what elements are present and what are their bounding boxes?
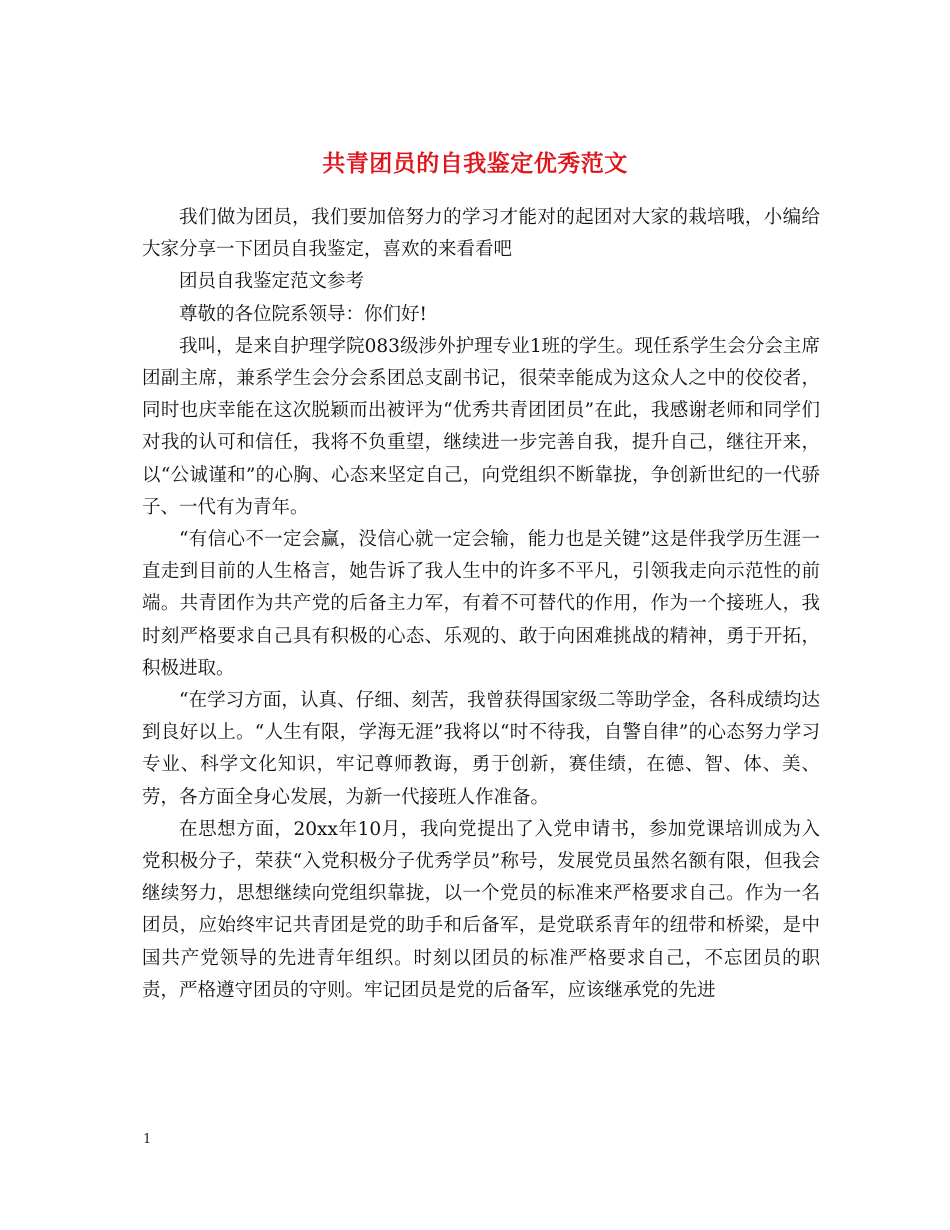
section-heading: 团员自我鉴定范文参考 [179,271,365,293]
body-paragraph-thought: 在思想方面，20xx年10月，我向党提出了入党申请书，参加党课培训成为入党积极分子，荣获“入党积极分子优秀学员”称号，发展党员虽然名额有限，但我会继续努力，思想继续向党组织靠拢，以一个党员的标准来严格要求自己。作为一名团员，应始终牢记共青团是党的助手和后备军，是党联系青年的纽带和桥梁，是中国共产党领导的先进青年组织。时刻以团员的标准严格要求自己，不忘团员的职责，严格遵守团员的守则。牢记团员是党的后备军，应该继承党的先进 [142,818,820,1001]
body-paragraph-introduction: 我叫，是来自护理学院083级涉外护理专业1班的学生。现任系学生会分会主席团副主席，兼系学生会分会系团总支副书记，很荣幸能成为这众人之中的佼佼者，同时也庆幸能在这次脱颖而出被评为“优秀共青团团员”在此，我感谢老师和同学们对我的认可和信任，我将不负重望，继续进一步完善自我，提升自己，继往开来，以“公诚谨和”的心胸、心态来坚定自己，向党组织不断靠拢，争创新世纪的一代骄子、一代有为青年。 [142,335,820,518]
document-title: 共青团员的自我鉴定优秀范文 [322,150,628,178]
intro-paragraph: 我们做为团员，我们要加倍努力的学习才能对的起团对大家的栽培哦，小编给大家分享一下团员自我鉴定，喜欢的来看看吧 [142,207,820,261]
page-number: 1 [143,1132,152,1147]
salutation: 尊敬的各位院系领导：你们好! [179,303,427,325]
body-paragraph-motto: “有信心不一定会赢，没信心就一定会输，能力也是关键”这是伴我学历生涯一直走到目前的人生格言，她告诉了我人生中的许多不平凡，引领我走向示范性的前端。共青团作为共产党的后备主力军，有着不可替代的作用，作为一个接班人，我时刻严格要求自己具有积极的心态、乐观的、敢于向困难挑战的精神，勇于开拓，积极进取。 [142,529,820,679]
document-body [142,202,820,1007]
body-paragraph-study: “在学习方面，认真、仔细、刻苦，我曾获得国家级二等助学金，各科成绩均达到良好以上。“人生有限，学海无涯”我将以“时不待我，自警自律”的心态努力学习专业、科学文化知识，牢记尊师教诲，勇于创新，赛佳绩，在德、智、体、美、劳，各方面全身心发展，为新一代接班人作准备。 [142,690,820,808]
